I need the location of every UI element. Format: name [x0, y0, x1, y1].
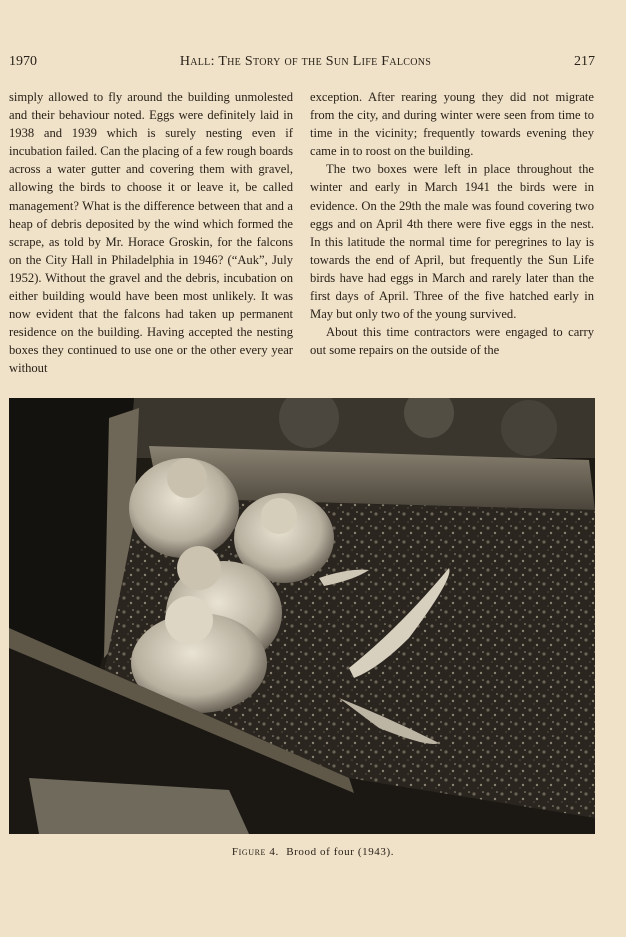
- falcon-brood-photo: [9, 398, 595, 834]
- figure-label: Figure 4.: [231, 846, 279, 858]
- right-paragraph-1: exception. After rearing young they did not migrate from the city, and during winter were seen from time to time in the vicinity; frequently towards evening they came in to roost on the building.: [310, 90, 594, 159]
- right-paragraph-3: About this time contractors were engaged to carry out some repairs on the outside of the: [310, 325, 594, 358]
- right-paragraph-2: The two boxes were left in place throughout the winter and early in March 1941 the birds were in evidence. On the 29th the male was found covering two eggs and on April 4th there were five eggs in the nest. In this latitude the normal time for peregrines to lay is towards the end of April, but frequently the Sun Life birds have had eggs in March and rarely later than the first days of April. Three of the five hatched early in May but only two of the young survived.: [310, 162, 594, 322]
- page-number: 217: [574, 54, 595, 69]
- left-column: [9, 88, 293, 378]
- figure-caption: [0, 846, 626, 858]
- header-year: 1970: [9, 54, 37, 69]
- running-header: [9, 54, 595, 70]
- left-paragraph-1: simply allowed to fly around the building unmolested and their behaviour noted. Eggs were definitely laid in 1938 and 1939 which is surely nesting even if incubation failed. Can the placing of a few rough boards across a water gutter and covering them with gravel, allowing the birds to choose it or leave it, be called management? What is the difference between that and a heap of debris deposited by the wind which formed the scrape, as told by Mr. Horace Groskin, for the falcons on the City Hall in Philadelphia in 1946? (“Auk”, July 1952). Without the gravel and the debris, incubation on either building would have been most unlikely. It was now evident that the falcons had taken up permanent residence on the building. Having accepted the nesting boxes they continued to use one or the other every year without: [9, 90, 293, 376]
- figure-photo: [9, 398, 595, 834]
- figure-caption-text: Brood of four (1943).: [286, 846, 395, 858]
- header-title: Hall: The Story of the Sun Life Falcons: [179, 54, 432, 69]
- right-column: [310, 88, 594, 359]
